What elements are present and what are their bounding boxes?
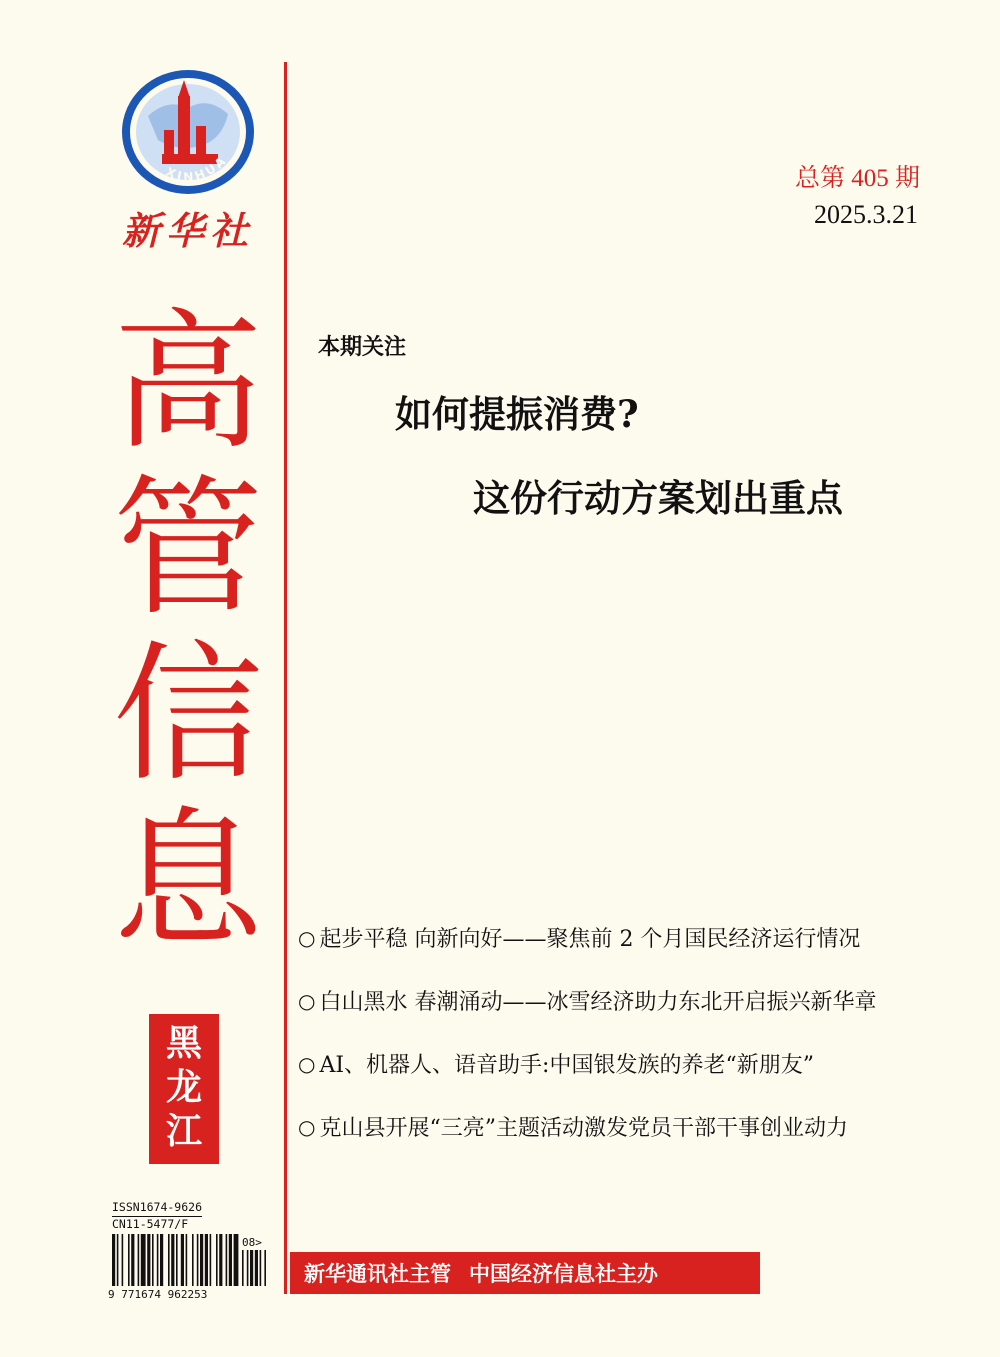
issue-prefix: 总第 xyxy=(794,165,845,192)
publisher-bar xyxy=(290,1252,760,1294)
barcode-bar xyxy=(152,1234,154,1286)
barcode-addon: 08> xyxy=(242,1236,262,1249)
barcode-bar xyxy=(226,1234,228,1286)
barcode-bar xyxy=(138,1234,140,1286)
barcode-bar xyxy=(131,1234,134,1286)
barcode-bar xyxy=(186,1234,188,1286)
barcode-bar xyxy=(200,1234,203,1286)
issue-suffix: 期 xyxy=(894,165,920,192)
headline-line-2: 这份行动方案划出重点 xyxy=(473,476,843,520)
barcode-addon-bar xyxy=(242,1250,244,1286)
barcode-bar xyxy=(157,1234,159,1286)
barcode-bar xyxy=(229,1234,232,1286)
barcode-bar xyxy=(128,1234,130,1286)
barcode-bar xyxy=(192,1234,194,1286)
barcode-bar xyxy=(219,1234,222,1286)
barcode-bar xyxy=(216,1234,218,1286)
barcode-bar xyxy=(197,1234,199,1286)
barcode-digits: 9 771674 962253 xyxy=(108,1288,208,1301)
cn-number: CN11-5477/F xyxy=(112,1217,189,1231)
region-tag xyxy=(149,1014,219,1164)
contents-item-text: 克山县开展“三亮”主题活动激发党员干部干事创业动力 xyxy=(319,1116,848,1141)
masthead-char: 息 xyxy=(112,794,263,968)
barcode-bar xyxy=(117,1234,119,1286)
issue-date: 2025.3.21 xyxy=(814,200,918,229)
contents-item xyxy=(298,969,978,1032)
focus-label: 本期关注 xyxy=(318,335,407,360)
agency-name: 新华社 xyxy=(121,208,254,253)
contents-item-text: 白山黑水 春潮涌动——冰雪经济助力东北开启振兴新华章 xyxy=(319,990,877,1015)
region-char: 江 xyxy=(165,1111,202,1152)
barcode-bar xyxy=(147,1234,150,1286)
contents-list xyxy=(298,906,978,1158)
xinhua-emblem-icon xyxy=(118,68,258,198)
contents-item xyxy=(298,1095,978,1158)
headline-line-1: 如何提振消费? xyxy=(395,392,639,436)
barcode-bar xyxy=(122,1234,124,1286)
barcode-bar xyxy=(176,1234,178,1286)
barcode-addon-bar xyxy=(264,1250,266,1286)
contents-item xyxy=(298,1032,978,1095)
masthead-char: 管 xyxy=(112,462,263,636)
masthead-char: 信 xyxy=(112,628,263,802)
barcode-bar xyxy=(210,1234,212,1286)
circle-bullet-icon: ○ xyxy=(298,988,316,1013)
circle-bullet-icon: ○ xyxy=(298,925,316,950)
barcode-bar xyxy=(168,1234,170,1286)
barcode-addon-bar xyxy=(247,1250,249,1286)
barcode-bar xyxy=(141,1234,146,1286)
barcode-addon-bar xyxy=(255,1250,258,1286)
vertical-divider xyxy=(284,62,287,1294)
issn-block xyxy=(112,1200,202,1232)
masthead-char: 高 xyxy=(112,296,263,470)
barcode-bar xyxy=(181,1234,184,1286)
contents-item-text: 起步平稳 向新向好——聚焦前 2 个月国民经济运行情况 xyxy=(319,927,861,952)
region-char: 龙 xyxy=(165,1067,202,1108)
issue-number-line xyxy=(795,158,920,194)
masthead-title xyxy=(108,296,268,968)
circle-bullet-icon: ○ xyxy=(298,1051,316,1076)
barcode-bar xyxy=(205,1234,208,1286)
barcode-bar xyxy=(160,1234,163,1286)
publisher-sponsor: 中国经济信息社主办 xyxy=(469,1262,658,1286)
issn-number: ISSN1674-9626 xyxy=(112,1200,202,1217)
barcode-bar xyxy=(234,1234,239,1286)
barcode-icon xyxy=(108,1232,284,1302)
issue-number: 405 xyxy=(851,165,889,192)
barcode-bar xyxy=(112,1234,115,1286)
barcode-bar xyxy=(171,1234,174,1286)
barcode-addon-bar xyxy=(250,1250,253,1286)
contents-item xyxy=(298,906,978,969)
barcode-addon-bar xyxy=(260,1250,262,1286)
publisher-supervisor: 新华通讯社主管 xyxy=(304,1262,451,1286)
circle-bullet-icon: ○ xyxy=(298,1114,316,1139)
contents-item-text: AI、机器人、语音助手:中国银发族的养老“新朋友” xyxy=(319,1053,814,1078)
region-char: 黑 xyxy=(165,1023,202,1064)
logo-text: XINHUA xyxy=(163,152,231,185)
